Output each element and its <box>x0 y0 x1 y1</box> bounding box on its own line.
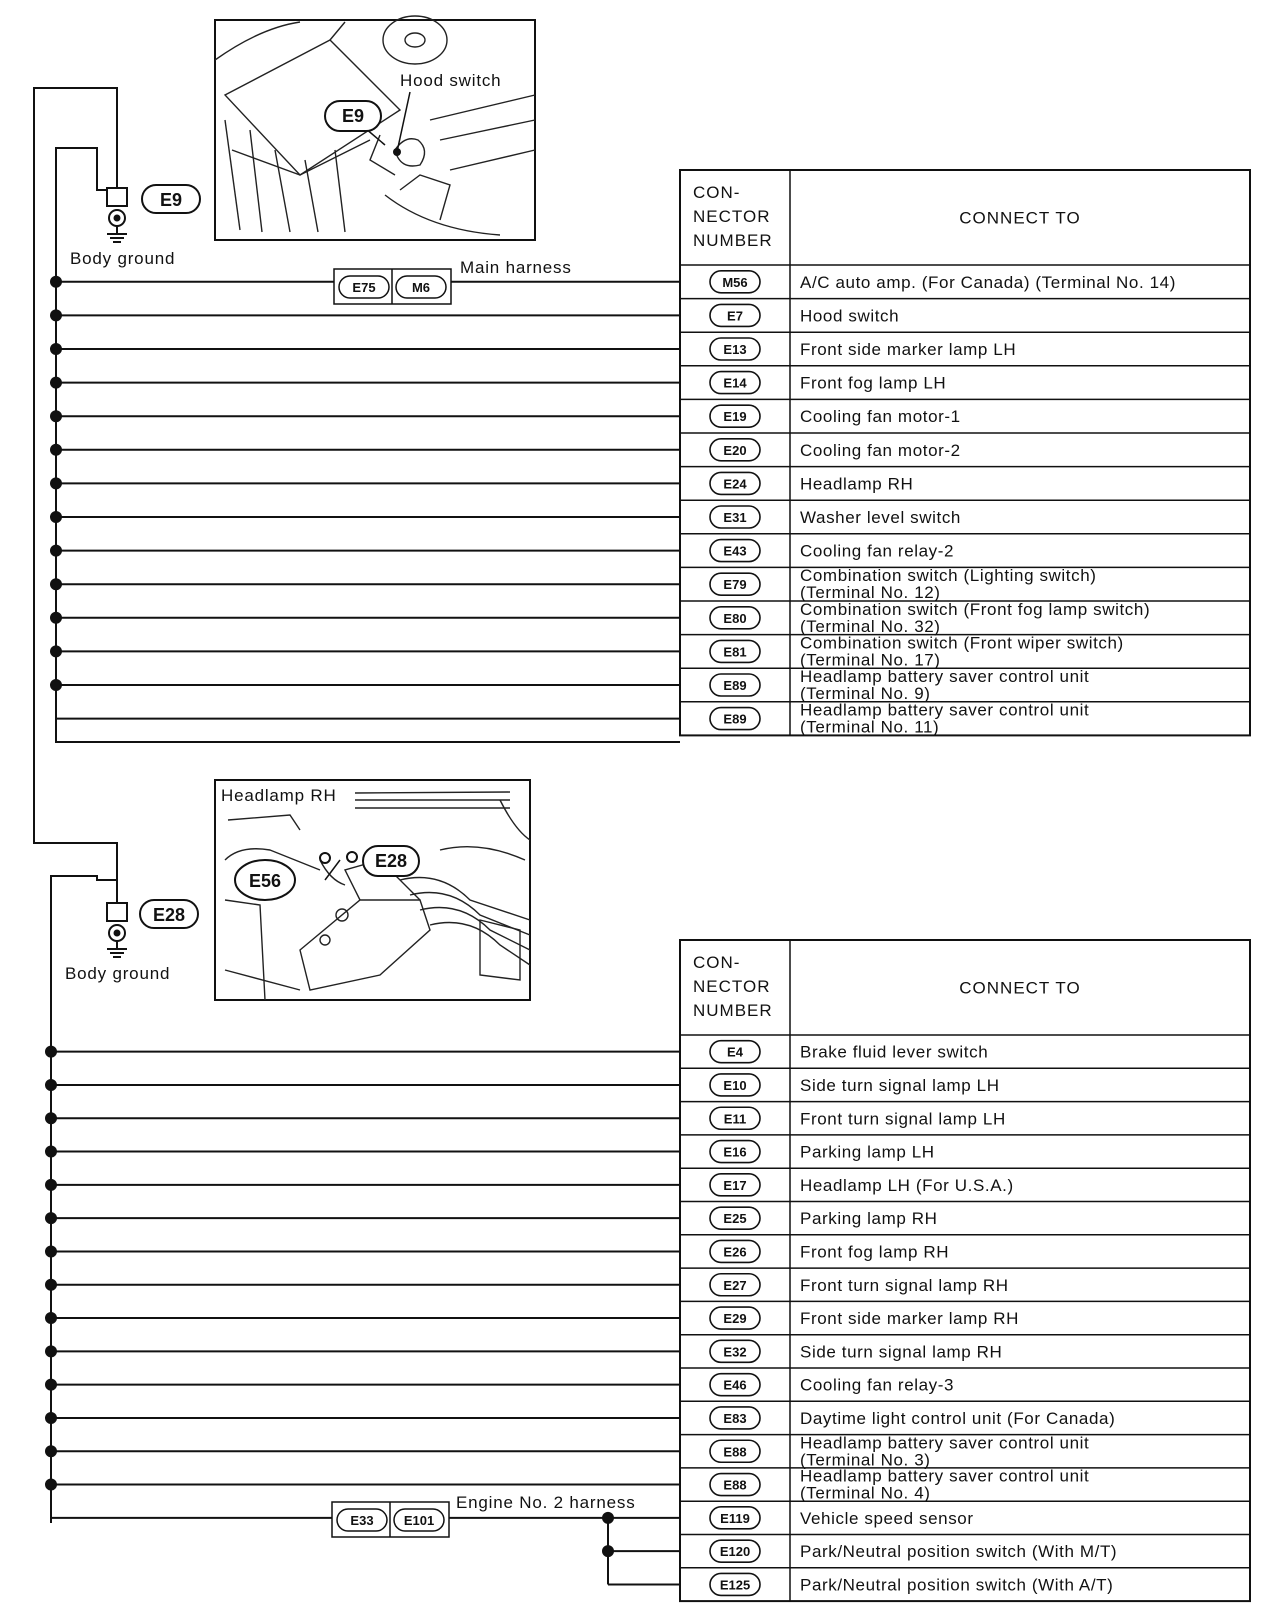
connector-pill <box>710 405 760 427</box>
photo-connector-e56 <box>235 860 295 900</box>
connector-number: E20 <box>723 442 747 458</box>
connector-pill <box>710 338 760 360</box>
junction-dot <box>46 1113 56 1123</box>
junction-dot <box>46 1047 56 1057</box>
table-row <box>680 1335 1250 1363</box>
connect-to-text: Headlamp battery saver control unit <box>800 1466 1090 1486</box>
connector-number: E81 <box>723 644 747 660</box>
connect-to-text: Cooling fan motor-1 <box>800 407 961 427</box>
connector-pill <box>710 1207 760 1229</box>
connector-number: E13 <box>723 342 747 357</box>
connect-to-text: (Terminal No. 11) <box>800 717 940 737</box>
table-header-connector-line: NECTOR <box>693 977 771 996</box>
connector-pill <box>710 1540 760 1562</box>
connect-to-text: A/C auto amp. (For Canada) (Terminal No. 14) <box>800 272 1176 292</box>
connector-pill <box>710 1340 760 1362</box>
connect-to-text: Park/Neutral position switch (With M/T) <box>800 1542 1118 1562</box>
table-header-connector-line: CON- <box>693 183 741 202</box>
connector-number: E24 <box>723 476 747 492</box>
junction-dot <box>46 1213 56 1223</box>
connector-number: E10 <box>723 1077 747 1093</box>
harness-main-right: M6 <box>411 280 431 295</box>
table-header-connector-line: NUMBER <box>693 231 773 250</box>
connector-pill <box>710 506 760 528</box>
connector-number: E89 <box>723 678 747 693</box>
connect-to-text: Front turn signal lamp LH <box>800 1109 1006 1129</box>
connect-to-text: Headlamp battery saver control unit <box>800 667 1090 686</box>
connector-pill <box>710 1074 760 1096</box>
connector-number: E88 <box>723 1444 747 1460</box>
harness-connector-main <box>334 269 451 304</box>
connector-table-e28 <box>680 940 1250 1601</box>
connector-number: E43 <box>723 543 747 559</box>
table-row <box>680 1467 1250 1503</box>
table-row <box>680 1433 1250 1469</box>
table-row <box>680 332 1250 360</box>
connector-number: E46 <box>723 1377 747 1393</box>
junction-dot <box>46 1380 56 1390</box>
connector-number: E31 <box>723 510 747 525</box>
junction-dot <box>51 546 61 556</box>
connector-number: E16 <box>723 1144 747 1160</box>
connect-to-text: Front fog lamp LH <box>800 373 947 393</box>
junction-dot <box>51 680 61 690</box>
junction-dot <box>46 1280 56 1290</box>
connector-pill <box>710 1174 760 1196</box>
table-row <box>680 1135 1250 1163</box>
connect-to-text: Parking lamp RH <box>800 1209 938 1229</box>
connect-to-text: Front turn signal lamp RH <box>800 1275 1009 1295</box>
connector-number: E119 <box>720 1510 750 1526</box>
table-row <box>680 1102 1250 1130</box>
table-row <box>680 1501 1250 1529</box>
ground-tag-e28 <box>140 900 198 928</box>
connector-pill <box>710 540 760 562</box>
connector-number: E29 <box>723 1311 747 1327</box>
junction-dot <box>46 1346 56 1356</box>
table-row <box>680 1568 1250 1596</box>
ground-tag-e9 <box>142 185 200 213</box>
table-row <box>680 1401 1250 1429</box>
connect-to-text: Headlamp LH (For U.S.A.) <box>800 1175 1014 1195</box>
photo-connector-e9 <box>325 101 381 131</box>
junction-dot <box>603 1546 613 1556</box>
junction-dot <box>46 1246 56 1256</box>
table-row <box>680 1235 1250 1263</box>
connect-to-text: Park/Neutral position switch (With A/T) <box>800 1575 1114 1595</box>
connect-to-text: Hood switch <box>800 306 900 326</box>
table-row <box>680 600 1250 636</box>
connector-number: E120 <box>719 1544 751 1560</box>
connector-number: E89 <box>723 711 747 727</box>
connector-pill <box>710 640 760 662</box>
photo-tag-e28: E28 <box>374 851 408 871</box>
table-row <box>680 566 1250 602</box>
table-header-connector-line: NECTOR <box>693 207 771 226</box>
junction-dot <box>46 1446 56 1456</box>
connector-number: E26 <box>723 1244 747 1260</box>
junction-dot <box>46 1180 56 1190</box>
connect-to-text: Combination switch (Front wiper switch) <box>800 633 1124 653</box>
photo-label-hood-switch: Hood switch <box>400 71 502 90</box>
connector-number: E88 <box>723 1477 747 1493</box>
table-row <box>680 1268 1250 1296</box>
connector-pill <box>710 1374 760 1396</box>
connector-number: E32 <box>723 1344 747 1360</box>
connect-to-text: Side turn signal lamp LH <box>800 1075 1000 1095</box>
connector-pill <box>710 1307 760 1329</box>
junction-dot <box>51 445 61 455</box>
table-header-connect-to: CONNECT TO <box>959 208 1081 228</box>
table-row <box>680 433 1250 461</box>
connector-number: M56 <box>722 274 748 290</box>
harness-engine2-right: E101 <box>403 1513 435 1528</box>
photo-connector-e28 <box>363 846 419 876</box>
main-harness-label: Main harness <box>460 258 572 277</box>
table-row <box>710 271 1176 293</box>
table-row <box>680 1168 1250 1196</box>
connect-to-text: Front side marker lamp LH <box>800 340 1017 359</box>
junction-dot <box>603 1513 613 1523</box>
connect-to-text: Daytime light control unit (For Canada) <box>800 1408 1116 1428</box>
connect-to-text: (Terminal No. 3) <box>800 1450 931 1470</box>
connector-pill <box>710 1240 760 1262</box>
table-row <box>680 534 1250 562</box>
connector-pill <box>710 674 760 696</box>
table-header-connector-line: NUMBER <box>693 1001 773 1020</box>
connect-to-text: Combination switch (Lighting switch) <box>800 566 1097 586</box>
ground-tag-e28-label: E28 <box>152 905 186 925</box>
photo-hood-switch <box>215 16 535 240</box>
table-row <box>680 1535 1250 1563</box>
table-row <box>680 299 1250 327</box>
table-row <box>680 633 1250 669</box>
connect-to-text: Front fog lamp RH <box>800 1242 950 1262</box>
junction-dot <box>51 613 61 623</box>
connector-pill <box>710 472 760 494</box>
connector-number: E7 <box>727 308 743 324</box>
junction-dot <box>46 1080 56 1090</box>
photo-headlamp-rh <box>215 780 530 1000</box>
connect-to-text: (Terminal No. 4) <box>800 1483 931 1503</box>
connector-number: E25 <box>723 1211 747 1227</box>
junction-dot <box>51 411 61 421</box>
table-row <box>680 667 1250 703</box>
junction-dot <box>51 579 61 589</box>
connector-pill <box>710 1041 760 1063</box>
table-row <box>710 1041 988 1063</box>
junction-dot <box>51 344 61 354</box>
harness-engine2-left: E33 <box>350 1513 374 1528</box>
connector-number: E14 <box>723 375 747 391</box>
connector-pill <box>710 1407 760 1429</box>
connect-to-text: Brake fluid lever switch <box>800 1042 989 1062</box>
body-ground-label-1: Body ground <box>70 249 176 268</box>
table-header-connect-to: CONNECT TO <box>959 978 1081 998</box>
junction-dot <box>51 512 61 522</box>
table-row <box>680 399 1250 427</box>
connector-pill <box>710 1507 760 1529</box>
connect-to-text: Cooling fan motor-2 <box>800 440 961 460</box>
table-row <box>680 701 1250 737</box>
junction-dot <box>51 646 61 656</box>
connector-pill <box>710 1440 760 1462</box>
connect-to-text: (Terminal No. 32) <box>800 616 941 636</box>
connect-to-text: (Terminal No. 9) <box>800 684 931 703</box>
harness-connector-engine2 <box>332 1502 449 1537</box>
connector-pill <box>710 1141 760 1163</box>
table-row <box>680 1368 1250 1396</box>
junction-dot <box>51 277 61 287</box>
junction-dot <box>51 378 61 388</box>
photo-label-headlamp-rh: Headlamp RH <box>221 786 337 805</box>
connector-pill <box>710 708 760 730</box>
junction-dot <box>46 1147 56 1157</box>
connect-to-text: (Terminal No. 17) <box>800 650 941 670</box>
connector-number: E19 <box>723 409 747 425</box>
junction-dot <box>46 1313 56 1323</box>
connect-to-text: Front side marker lamp RH <box>800 1309 1020 1329</box>
body-ground-label-2: Body ground <box>65 964 171 983</box>
connector-pill <box>710 1573 760 1595</box>
table-row <box>680 500 1250 528</box>
table-row <box>680 1202 1250 1230</box>
connect-to-text: (Terminal No. 12) <box>800 583 941 603</box>
engine-harness-label: Engine No. 2 harness <box>456 1493 636 1512</box>
connector-pill <box>710 372 760 394</box>
harness-main-left: E75 <box>352 280 376 295</box>
connector-table-e9 <box>680 170 1250 737</box>
connector-number: E125 <box>719 1577 751 1593</box>
connect-to-text: Headlamp RH <box>800 474 914 494</box>
connect-to-text: Combination switch (Front fog lamp switch) <box>800 599 1151 619</box>
connect-to-text: Parking lamp LH <box>800 1142 935 1162</box>
connector-pill <box>710 271 760 293</box>
table-row <box>680 1068 1250 1096</box>
junction-dot <box>46 1480 56 1490</box>
photo-tag-e9: E9 <box>341 106 365 126</box>
connector-pill <box>710 607 760 629</box>
photo-tag-e56: E56 <box>248 871 282 891</box>
connector-pill <box>710 304 760 326</box>
table-row <box>680 366 1250 394</box>
table-header-connector-line: CON- <box>693 953 741 972</box>
table-row <box>680 1301 1250 1329</box>
connector-number: E79 <box>723 577 747 593</box>
connector-number: E11 <box>723 1111 747 1127</box>
connector-number: E4 <box>727 1044 743 1060</box>
junction-dot <box>46 1413 56 1423</box>
connect-to-text: Washer level switch <box>800 508 961 527</box>
ground-tag-e9-label: E9 <box>159 190 183 210</box>
connector-pill <box>710 1107 760 1129</box>
connector-number: E83 <box>723 1410 747 1426</box>
connect-to-text: Side turn signal lamp RH <box>800 1342 1003 1362</box>
connect-to-text: Headlamp battery saver control unit <box>800 1433 1090 1453</box>
connector-number: E27 <box>723 1277 747 1293</box>
connect-to-text: Headlamp battery saver control unit <box>800 700 1090 720</box>
connector-number: E80 <box>723 610 747 626</box>
connect-to-text: Cooling fan relay-3 <box>800 1375 955 1395</box>
connect-to-text: Cooling fan relay-2 <box>800 541 955 561</box>
connector-pill <box>710 1474 760 1496</box>
junction-dot <box>51 478 61 488</box>
connector-pill <box>710 1274 760 1296</box>
connector-pill <box>710 573 760 595</box>
connect-to-text: Vehicle speed sensor <box>800 1508 974 1528</box>
connector-number: E17 <box>723 1177 747 1193</box>
table-row <box>680 467 1250 495</box>
junction-dot <box>51 310 61 320</box>
connector-pill <box>710 439 760 461</box>
